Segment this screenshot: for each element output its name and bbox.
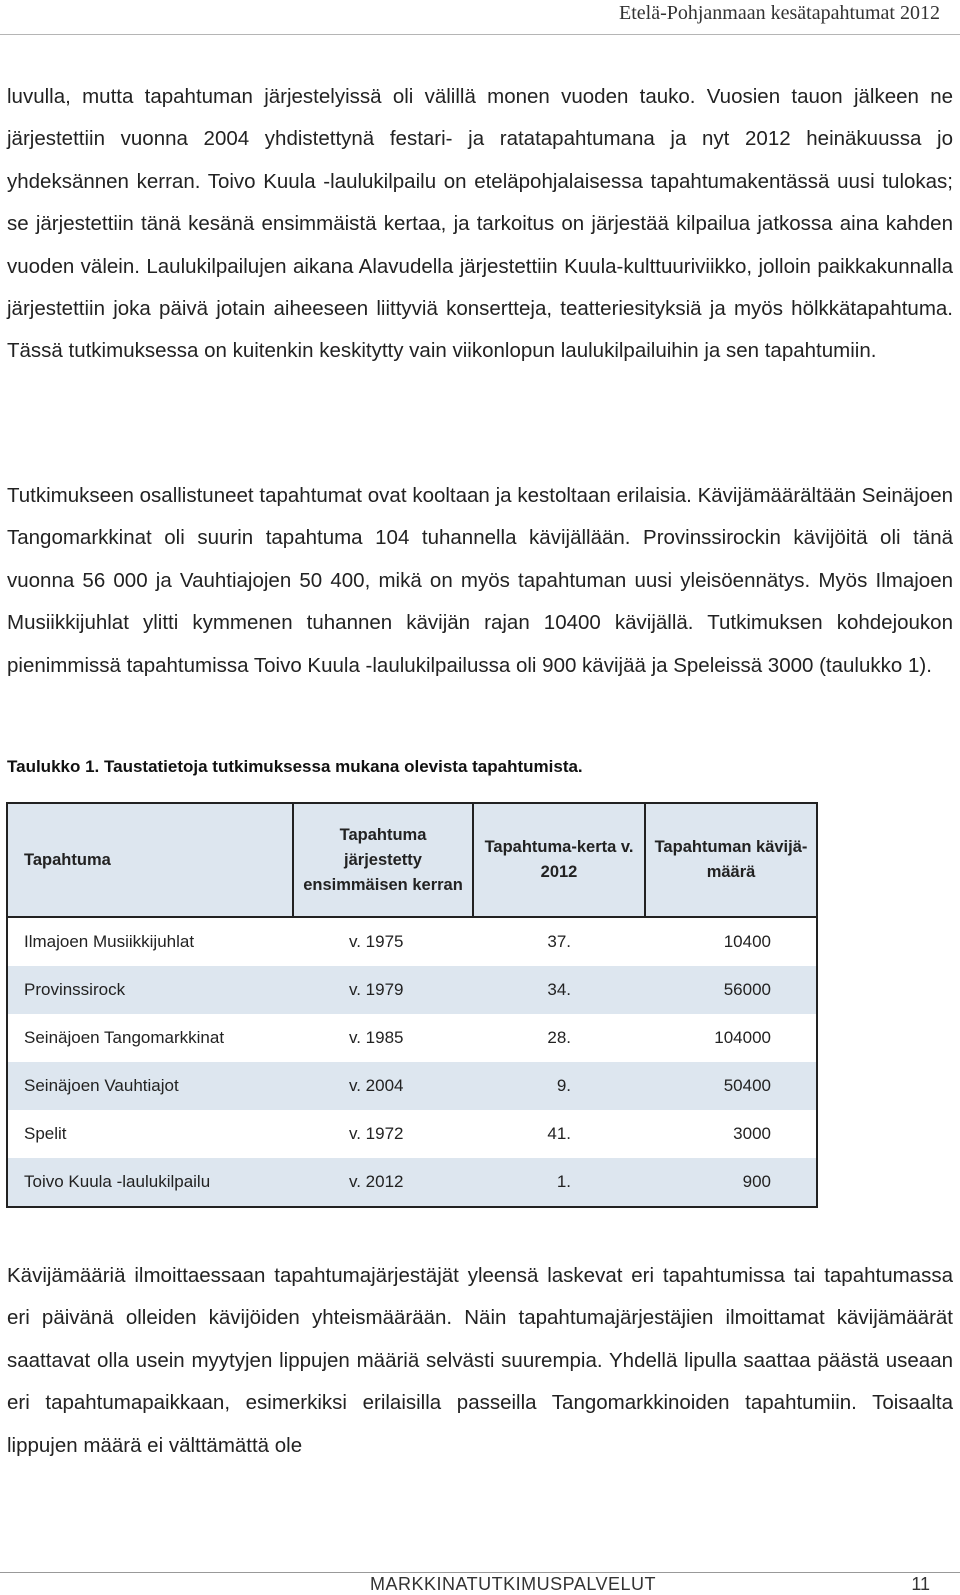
cell-attendance: 50400 xyxy=(645,1062,817,1110)
page-number: 11 xyxy=(911,1574,930,1594)
running-header: Etelä-Pohjanmaan kesätapahtumat 2012 xyxy=(618,2,940,24)
table-header-row xyxy=(7,803,817,917)
cell-event: Provinssirock xyxy=(7,966,293,1014)
footer-publisher: MARKKINATUTKIMUSPALVELUT xyxy=(370,1574,657,1594)
cell-event: Seinäjoen Tangomarkkinat xyxy=(24,1028,225,1047)
body-paragraph-1: luvulla, mutta tapahtuman järjestelyissä oli välillä monen vuoden tauko. Vuosien tauon jälkeen ne järjestettiin vuonna 2004 yhdistettynä festari- ja ratatapahtumana ja nyt 2012 heinäkuussa jo yhdeksännen kerran. Toivo Kuula -laulukilpailu on eteläpohjalaisessa tapahtumakentässä uusi tulokas; se järjestettiin tänä kesänä ensimmäistä kertaa, ja tarkoitus on järjestää kilpailua jatkossa aina kahden vuoden välein. Laulukilpailujen aikana Alavudella järjestettiin Kuula-kulttuuriviikko, jolloin paikkakunnalla järjestettiin joka päivä jotain aiheeseen liittyviä konsertteja, teatteriesityksiä ja myös hölkkätapahtuma. Tässä tutkimuksessa on kuitenkin keskitytty vain viikonlopun laulukilpailuihin ja sen tapahtumiin. xyxy=(7,85,953,363)
cell-first-year: v. 1979 xyxy=(293,966,473,1014)
table-row xyxy=(7,966,817,1014)
events-table xyxy=(6,802,818,1208)
cell-edition: 41. xyxy=(547,1124,571,1143)
cell-first-year: v. 1975 xyxy=(349,932,404,951)
header-event: Tapahtuma xyxy=(7,803,293,917)
table-row xyxy=(7,1014,817,1062)
table-row xyxy=(7,1062,817,1110)
table-row xyxy=(7,1158,817,1207)
cell-attendance: 3000 xyxy=(733,1124,771,1143)
footer-rule xyxy=(0,1572,960,1573)
cell-edition: 1. xyxy=(473,1158,645,1207)
table-row xyxy=(7,1110,817,1158)
cell-edition: 28. xyxy=(547,1028,571,1047)
cell-first-year: v. 1972 xyxy=(349,1124,404,1143)
cell-first-year: v. 2012 xyxy=(293,1158,473,1207)
cell-attendance: 56000 xyxy=(645,966,817,1014)
header-rule xyxy=(0,34,960,35)
cell-first-year: v. 2004 xyxy=(293,1062,473,1110)
cell-first-year: v. 1985 xyxy=(349,1028,404,1047)
header-first-year: Tapahtuma järjestetty ensimmäisen kerran xyxy=(293,803,473,917)
header-attendance: Tapahtuman kävijä-määrä xyxy=(645,803,817,917)
table-row xyxy=(7,917,817,966)
cell-attendance: 104000 xyxy=(714,1028,771,1047)
table-caption: Taulukko 1. Taustatietoja tutkimuksessa mukana olevista tapahtumista. xyxy=(7,757,583,776)
cell-edition: 9. xyxy=(473,1062,645,1110)
cell-event: Spelit xyxy=(24,1124,67,1143)
body-paragraph-3: Kävijämääriä ilmoittaessaan tapahtumajärjestäjät yleensä laskevat eri tapahtumissa tai tapahtumassa eri päivänä olleiden kävijöiden yhteismäärään. Näin tapahtumajärjestäjien ilmoittamat kävijämäärät saattavat olla usein myytyjen lippujen määriä selvästi suurempia. Yhdellä lipulla saattaa päästä useaan eri tapahtumapaikkaan, esimerkiksi erilaisilla passeilla Tangomarkkinoiden tapahtumiin. Toisaalta lippujen määrä ei välttämättä ole xyxy=(7,1264,953,1457)
cell-event: Toivo Kuula -laulukilpailu xyxy=(7,1158,293,1207)
cell-event: Ilmajoen Musiikkijuhlat xyxy=(24,932,195,951)
cell-edition: 37. xyxy=(547,932,571,951)
cell-attendance: 900 xyxy=(645,1158,817,1207)
cell-event: Seinäjoen Vauhtiajot xyxy=(7,1062,293,1110)
cell-attendance: 10400 xyxy=(723,932,771,951)
header-edition: Tapahtuma-kerta v. 2012 xyxy=(473,803,645,917)
body-paragraph-2: Tutkimukseen osallistuneet tapahtumat ovat kooltaan ja kestoltaan erilaisia. Kävijämäärältään Seinäjoen Tangomarkkinat oli suurin tapahtuma 104 tuhannella kävijällään. Provinssirockin kävijöitä oli tänä vuonna 56 000 ja Vauhtiajojen 50 400, mikä on myös tapahtuman uusi yleisöennätys. Myös Ilmajoen Musiikkijuhlat ylitti kymmenen tuhannen kävijän rajan 10400 kävijällä. Tutkimuksen kohdejoukon pienimmissä tapahtumissa Toivo Kuula -laulukilpailussa oli 900 kävijää ja Speleissä 3000 (taulukko 1). xyxy=(7,484,953,677)
cell-edition: 34. xyxy=(473,966,645,1014)
